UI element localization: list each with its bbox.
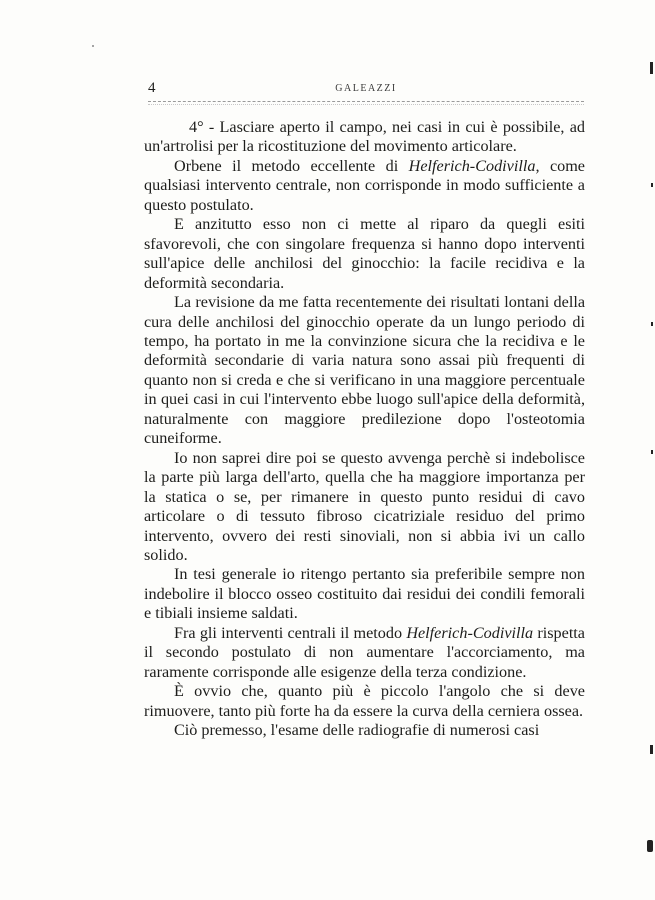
scan-mark bbox=[651, 322, 653, 326]
paragraph-text: Fra gli interventi centrali il metodo bbox=[174, 623, 407, 642]
paragraph: Io non saprei dire poi se questo avvenga perchè si indebolisce la parte più larga dell'arto, quella che ha maggiore importanza per la statica o se, per rimanere in questo punto residui di cavo articolare o di tessuto fibroso cicatriziale residuo del primo intervento, ovvero dei resti sinoviali, non si abbia ivi un callo solido. bbox=[144, 448, 585, 564]
scan-mark bbox=[651, 183, 653, 187]
page-number: 4 bbox=[148, 80, 156, 96]
paragraph: Ciò premesso, l'esame delle radiografie di numerosi casi bbox=[174, 721, 540, 740]
paragraph: È ovvio che, quanto più è piccolo l'angolo che si deve rimuovere, tanto più forte ha da essere la curva della cerniera ossea. bbox=[144, 682, 585, 720]
paragraph: In tesi generale io ritengo pertanto sia preferibile sempre non indebolire il blocco osseo costituito dai residui dei condili femorali e tibiali insieme saldati. bbox=[144, 565, 585, 623]
scan-speck bbox=[92, 45, 94, 47]
paragraph-text: come qualsiasi intervento centrale, non corrisponde in modo sufficiente a questo postulato. bbox=[144, 156, 585, 214]
paragraph: E anzitutto esso non ci mette al riparo da quegli esiti sfavorevoli, che con singolare frequenza si hanno dopo interventi sull'apice delle anchilosi del ginocchio: la facile recidiva e la deformità secondaria. bbox=[144, 215, 585, 292]
paragraph-text: Orbene il metodo eccellente di bbox=[174, 156, 409, 175]
header-rule-secondary bbox=[148, 104, 584, 105]
scan-mark bbox=[650, 745, 653, 754]
header-rule bbox=[148, 101, 584, 102]
italic-name: Helferich-Codivilla bbox=[406, 623, 534, 642]
running-head: GALEAZZI bbox=[335, 83, 397, 94]
scan-mark bbox=[651, 450, 653, 454]
scan-mark bbox=[647, 840, 653, 852]
paragraph bbox=[144, 157, 585, 215]
paragraph bbox=[144, 624, 585, 682]
scan-mark bbox=[650, 62, 653, 74]
body-text bbox=[144, 118, 585, 741]
paragraph-item-4: 4° - Lasciare aperto il campo, nei casi in cui è possibile, ad un'artrolisi per la ricostituzione del movimento articolare. bbox=[144, 118, 585, 156]
paragraph-text: rispetta il secondo postulato di non aumentare l'accorciamento, ma raramente corrisponde alle esigenze della terza condizione. bbox=[144, 623, 585, 681]
paragraph: La revisione da me fatta recentemente dei risultati lontani della cura delle anchilosi del ginocchio operate da un lungo periodo di tempo, ha portato in me la convinzione sicura che la recidiva e le deformità secondarie di varia natura sono assai più frequenti di quanto non si creda e che si verificano in una maggiore percentuale in quei casi in cui l'intervento ebbe luogo sull'apice della deformità, naturalmente con maggiore predilezione dopo l'osteotomia cuneiforme. bbox=[144, 293, 585, 448]
italic-name: Helferich-Codivilla, bbox=[408, 156, 540, 175]
